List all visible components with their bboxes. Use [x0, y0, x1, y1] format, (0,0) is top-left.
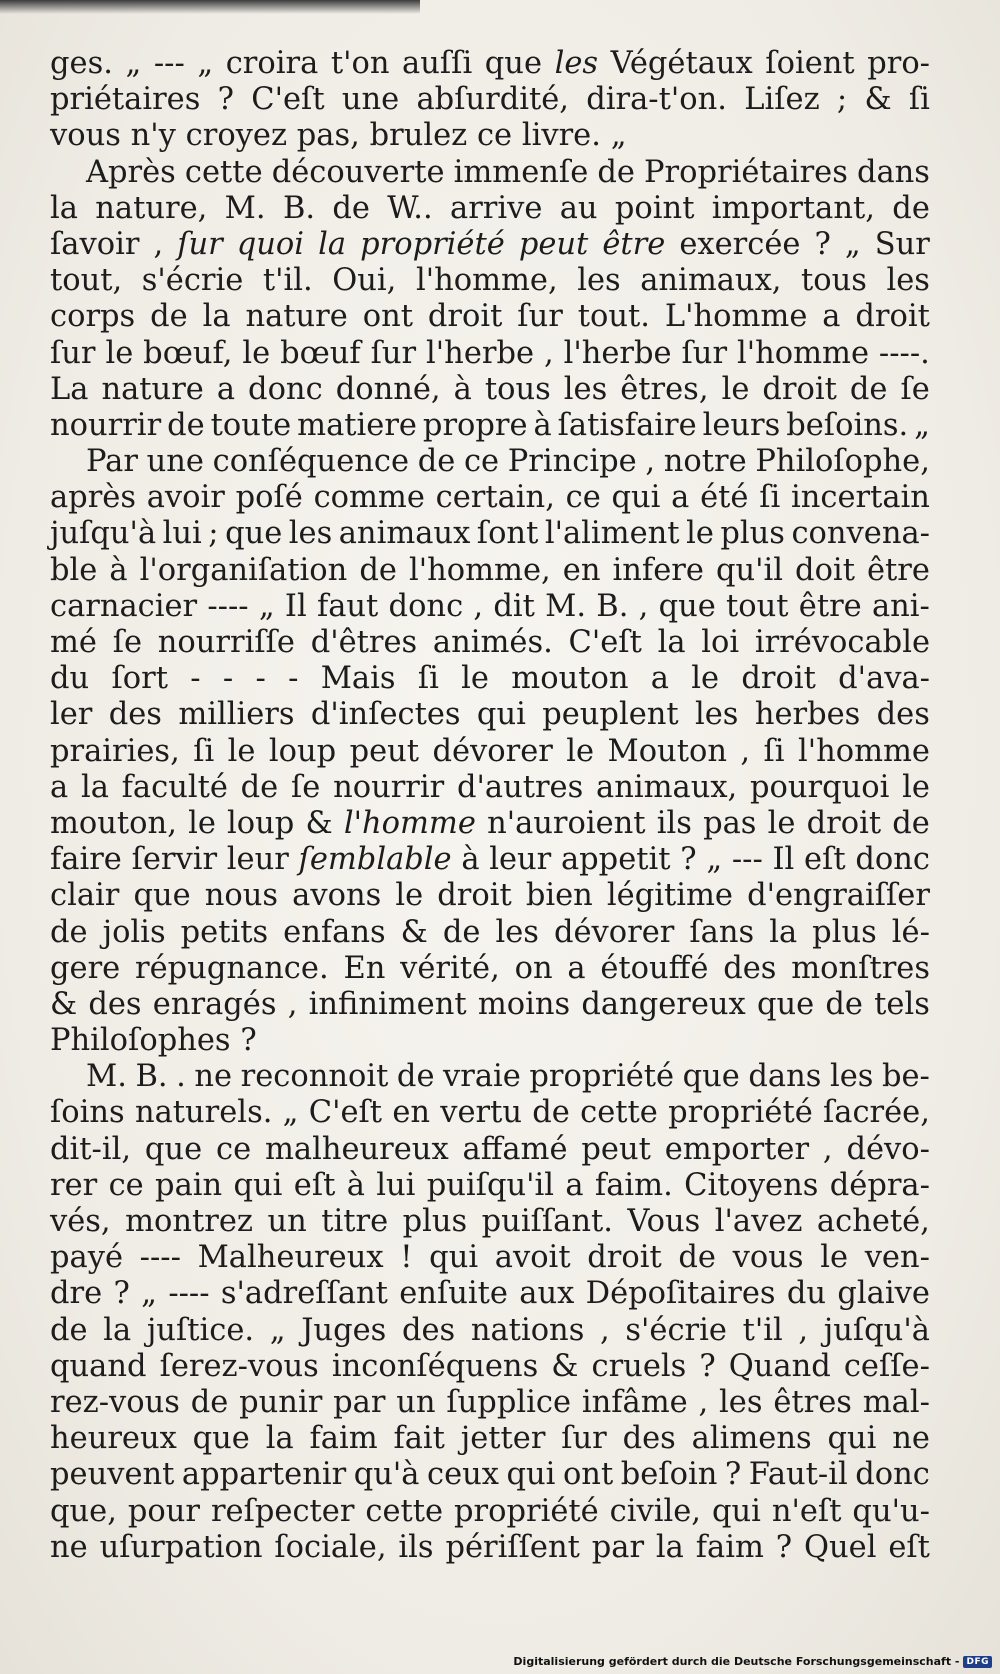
text-line: rer ce pain qui eſt à lui puiſqu'il a faim. Citoyens dépra- [50, 1167, 930, 1203]
text-line: mouton, le loup & l'homme n'auroient ils pas le droit de [50, 805, 930, 841]
text-line: faire ſervir leur ſemblable à leur appetit ? „ --- Il eſt donc [50, 842, 930, 878]
text-line: après avoir poſé comme certain, ce qui a été ſi incertain [50, 480, 930, 516]
text-line: rez-vous de punir par un ſupplice infâme , les êtres mal- [50, 1384, 930, 1420]
text-line: vous n'y croyez pas, brulez ce livre. „ [50, 118, 627, 154]
text-line: priétaires ? C'eſt une abſurdité, dira-t'on. Liſez ; & ſi [50, 82, 930, 118]
text-line: ſoins naturels. „ C'eſt en vertu de cette propriété ſacrée, [50, 1095, 930, 1131]
top-edge-shadow [0, 0, 420, 14]
text-line: & des enragés , infiniment moins dangereux que de tels [50, 986, 930, 1022]
text-line: peuvent appartenir qu'à ceux qui ont beſoin ? Faut-il donc [50, 1457, 930, 1493]
text-line: heureux que la faim fait jetter ſur des alimens qui ne [50, 1421, 930, 1457]
text-line: de jolis petits enfans & de les dévorer ſans la plus lé- [50, 914, 930, 950]
text-line: quand ſerez-vous inconſéquens & cruels ? Quand ceſſe- [50, 1348, 930, 1384]
text-line: de la juſtice. „ Juges des nations , s'écrie t'il , juſqu'à [50, 1312, 930, 1348]
text-line: corps de la nature ont droit ſur tout. L'homme a droit [50, 299, 930, 335]
text-line: ges. „ --- „ croira t'on auſſi que les Végétaux ſoient pro- [50, 46, 930, 81]
text-line: Après cette découverte immenſe de Propriétaires dans [86, 154, 930, 190]
text-line: Philoſophes ? [50, 1023, 257, 1059]
text-line: du ſort - - - - Mais ſi le mouton a le droit d'ava- [50, 661, 930, 697]
dfg-logo-icon: DFG [963, 1656, 992, 1668]
text-line: gere répugnance. En vérité, on a étouffé des monſtres [50, 950, 930, 986]
text-line: ler des milliers d'inſectes qui peuplent les herbes des [50, 697, 930, 733]
text-line: mé ſe nourriſſe d'êtres animés. C'eſt la loi irrévocable [50, 625, 930, 660]
text-line: dre ? „ ---- s'adreſſant enſuite aux Dépoſitaires du glaive [50, 1276, 930, 1312]
text-line: prairies, ſi le loup peut dévorer le Mouton , ſi l'homme [50, 733, 930, 769]
text-line: juſqu'à lui ; que les animaux ſont l'aliment le plus convena- [50, 516, 930, 552]
text-line: ne uſurpation ſociale, ils périſſent par la faim ? Quel eſt [50, 1529, 930, 1565]
text-line: Par une conſéquence de ce Principe , notre Philoſophe, [86, 444, 930, 480]
text-line: clair que nous avons le droit bien légitime d'engraiſſer [50, 878, 930, 914]
text-line: tout, s'écrie t'il. Oui, l'homme, les animaux, tous les [50, 263, 930, 299]
text-line: que, pour reſpecter cette propriété civile, qui n'eſt qu'u- [50, 1493, 930, 1529]
text-line: ſavoir , ſur quoi la propriété peut être exercée ? „ Sur [50, 226, 930, 262]
text-line: payé ---- Malheureux ! qui avoit droit de vous le ven- [50, 1240, 930, 1276]
text-line: vés, montrez un titre plus puiſſant. Vous l'avez acheté, [50, 1204, 930, 1239]
page-text [50, 46, 930, 1566]
footer-text: Digitalisierung gefördert durch die Deutsche Forschungsgemeinschaft - [513, 1655, 960, 1668]
footer-credit [513, 1655, 992, 1668]
text-line: carnacier ---- „ Il faut donc , dit M. B. , que tout être ani- [50, 588, 930, 624]
text-line: nourrir de toute matiere propre à ſatisfaire leurs beſoins. „ [50, 407, 930, 443]
text-line: La nature a donc donné, à tous les êtres, le droit de ſe [50, 371, 930, 407]
text-line: ſur le bœuf, le bœuf ſur l'herbe , l'herbe ſur l'homme ----. [50, 335, 930, 371]
text-line: a la faculté de ſe nourrir d'autres animaux, pourquoi le [50, 769, 930, 805]
text-line: ble à l'organiſation de l'homme, en infere qu'il doit être [50, 552, 930, 588]
text-line: dit-il, que ce malheureux affamé peut emporter , dévo- [50, 1131, 930, 1167]
text-line: la nature, M. B. de W.. arrive au point important, de [50, 190, 930, 226]
text-line: M. B. . ne reconnoit de vraie propriété que dans les be- [86, 1059, 930, 1095]
